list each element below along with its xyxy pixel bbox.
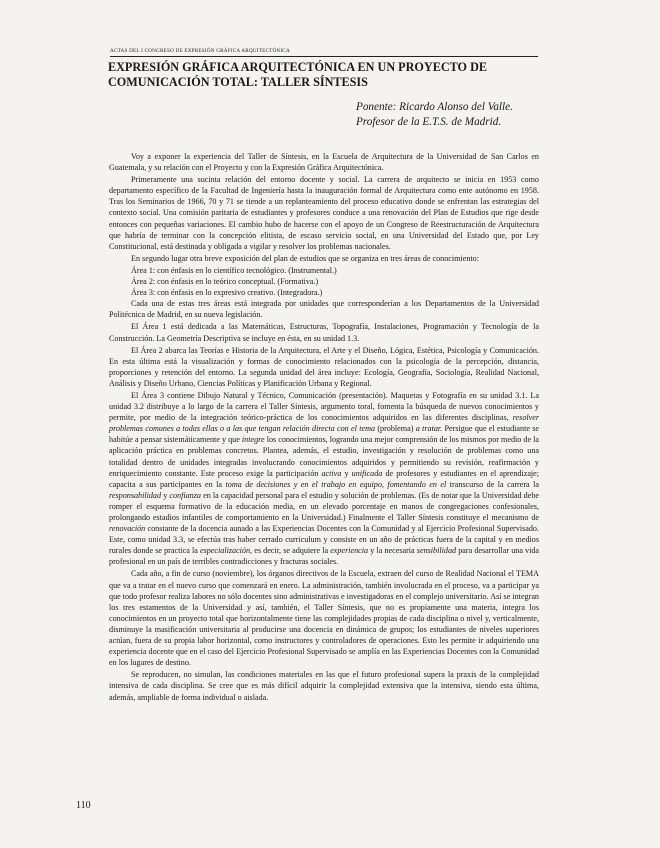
- article-title: EXPRESIÓN GRÁFICA ARQUITECTÓNICA EN UN PROYECTO DE COMUNICACIÓN TOTAL: TALLER SÍNTESIS: [108, 60, 487, 89]
- paragraph: Voy a exponer la experiencia del Taller de Síntesis, en la Escuela de Arquitectura de la Universidad de San Carlos en Guatemala, y su relación con el Proyecto y con la Expresión Gráfica Arquitectónica.: [109, 152, 539, 173]
- paragraph: Cada año, a fin de curso (noviembre), los órganos directivos de la Escuela, extraen del curso de Realidad Nacional el TEMA que va a tratar en el nuevo curso que comenzará en enero. La administración, también involucrada en el proceso, va a participar ya que todo profesor realiza labores no sólo docentes sino administrativas e investigadoras en el complejo universitario. Así se integran los tres estamentos de la Universidad y así, también, el Taller Síntesis, que no es propiamente una materia, integra los conocimientos en un proyecto total que horizontalmente tiene las complejidades propias de cada disciplina o nivel y, verticalmente, disminuye la masificación universitaria al producirse una docencia en dinámica de grupos; los estudiantes de niveles superiores actúan, fuera de su propia labor horizontal, como instructores y controladores de operaciones. Esto les permite ir adquiriendo una experiencia docente que en el caso del Ejercicio Profesional Supervisado se amplía en las Experiencias Docentes con la Comunidad en los lugares de destino.: [109, 569, 539, 668]
- speaker-name: Ponente: Ricardo Alonso del Valle.: [356, 101, 513, 113]
- area-item: Área 3: con énfasis en lo expresivo creativo. (Integradora.): [131, 288, 323, 298]
- area-item: Área 2: con énfasis en lo teórico conceptual. (Formativa.): [131, 277, 319, 287]
- paragraph: El Área 1 está dedicada a las Matemáticas, Estructuras, Topografía, Instalaciones, Programación y Tecnología de la Construcción. La Geometría Descriptiva se incluye en ésta, en su unidad 1.3.: [109, 322, 539, 343]
- paragraph: Primeramente una sucinta relación del entorno docente y social. La carrera de arquitecto se inicia en 1953 como departamento específico de la Facultad de Ingeniería hasta la inauguración formal de Arquitectura como ente autónomo en 1958. Tras los Seminarios de 1966, 70 y 71 se tiende a un replanteamiento del proceso educativo donde se enfrentan las estrategias del contexto social. Una comisión paritaria de estudiantes y profesores conduce a una renovación del Plan de Estudios que rige desde entonces con pequeñas variaciones. El cambio hubo de hacerse con el apoyo de un Congreso de Reestructuración de Arquitectura que habría de terminar con la concepción elitista, de escaso servicio social, en una Universidad del Estado que, por Ley Constitucional, está destinada y obligada a vigilar y resolver los problemas nacionales.: [109, 175, 539, 251]
- running-header: ACTAS DEL I CONGRESO DE EXPRESIÓN GRÁFICA ARQUITECTÓNICA: [110, 48, 538, 57]
- article-body: [109, 151, 539, 704]
- speaker-block: [356, 100, 606, 130]
- page-number: 110: [76, 800, 91, 811]
- area-item: Área 1: con énfasis en lo científico tecnológico. (Instrumental.): [131, 265, 337, 275]
- paragraph: Cada una de estas tres áreas está integrada por unidades que corresponderían a los Departamentos de la Universidad Politécnica de Madrid, en su nueva legislación.: [109, 299, 539, 320]
- speaker-affiliation: Profesor de la E.T.S. de Madrid.: [356, 116, 502, 128]
- paragraph: El Área 3 contiene Dibujo Natural y Técnico, Comunicación (presentación). Maquetas y Fotografía en su unidad 3.1. La unidad 3.2 distribuye a lo largo de la carrera el Taller Síntesis, argumento toral, fomenta la búsqueda de nuevos conocimientos y permite, por medio de la integración teórico-práctica de los conocimientos adquiridos en las diferentes disciplinas, resolver problemas comunes a todas ellas o a las que tengan relación directa con el tema (problema) a tratar. Persigue que el estudiante se habitúe a pensar sistemáticamente y que integre los conocimientos, logrando una mejor comprensión de los mismos por medio de la aplicación práctica en problemas concretos. Plantea, además, el estudio, investigación y resolución de problemas como una totalidad dentro de unidades integradas involucrando conocimientos adquiridos y permitiendo su revisión, reafirmación y enriquecimiento constante. Este proceso exige la participación activa y unificada de profesores y estudiantes en el aprendizaje; capacita a sus participantes en la toma de decisiones y en el trabajo en equipo, fomentando en el transcurso de la carrera la responsabilidad y confianza en la capacidad personal para el estudio y solución de problemas. (Es de notar que la Universidad debe romper el esquema formativo de la educación media, en un elevado porcentaje en manos de congregaciones confesionales, prolongando estadios infantiles de comportamiento en la Universidad.) Finalmente el Taller Síntesis constituye el mecanismo de renovación constante de la docencia aunado a las Experiencias Docentes con la Comunidad y al Ejercicio Profesional Supervisado. Este, como unidad 3.3, se efectúa tras haber cerrado curriculum y consiste en un año de prácticas fuera de la capital y en medios rurales donde se practica la especialización, es decir, se adquiere la experiencia y la necesaria sensibilidad para desarrollar una vida profesional en un país de terribles contradicciones y fracturas sociales.: [109, 390, 540, 567]
- paragraph: El Área 2 abarca las Teorías e Historia de la Arquitectura, el Arte y el Diseño, Lógica, Estética, Psicología y Comunicación. En esta última está la visualización y formas de conocimiento relacionados con la psicología de la percepción, distancia, proporciones y retención del entorno. La segunda unidad del área incluye: Ecología, Geografía, Sociología, Realidad Nacional, Análisis y Diseño Urbano, Ciencias Políticas y Planificación Urbana y Regional.: [109, 345, 539, 388]
- paragraph: Se reproducen, no simulan, las condiciones materiales en las que el futuro profesional supera la praxis de la complejidad intensiva de cada disciplina. Se cree que es más difícil adquirir la complejidad extensiva que la intensiva, siendo esta última, además, ampliable de forma individual o aislada.: [109, 670, 539, 702]
- paragraph: En segundo lugar otra breve exposición del plan de estudios que se organiza en tres áreas de conocimiento:: [131, 253, 479, 263]
